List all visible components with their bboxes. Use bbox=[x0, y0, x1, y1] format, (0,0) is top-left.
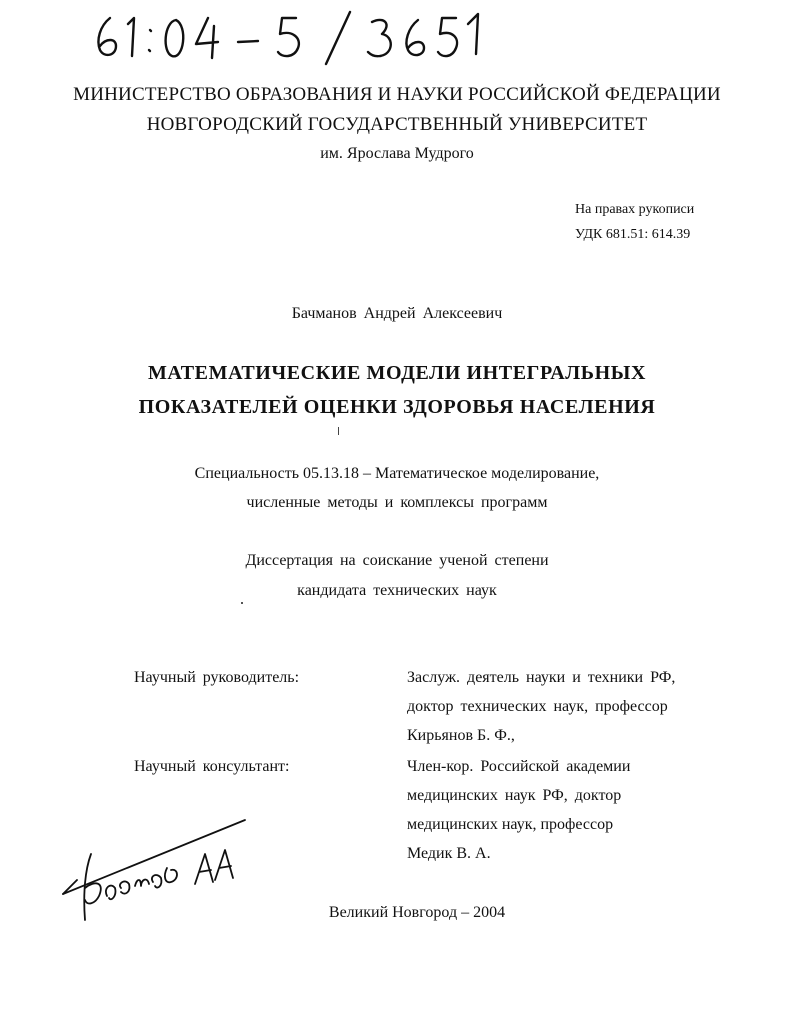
ministry-line: МИНИСТЕРСТВО ОБРАЗОВАНИЯ И НАУКИ РОССИЙСКОЙ ФЕДЕРАЦИИ bbox=[73, 84, 721, 105]
named-after-line: им. Ярослава Мудрого bbox=[320, 145, 474, 162]
consultant-line-3: медицинских наук, профессор bbox=[407, 816, 614, 833]
manuscript-rights: На правах рукописи bbox=[575, 202, 695, 217]
dissertation-line-2: кандидата технических наук bbox=[297, 582, 497, 599]
supervisor-label: Научный руководитель: bbox=[134, 669, 300, 686]
consultant-label: Научный консультант: bbox=[134, 758, 290, 775]
archive-number-drawing bbox=[88, 6, 488, 66]
udc-code: УДК 681.51: 614.39 bbox=[575, 227, 691, 242]
title-line-1: МАТЕМАТИЧЕСКИЕ МОДЕЛИ ИНТЕГРАЛЬНЫХ bbox=[147, 362, 647, 384]
supervisor-line-2: доктор технических наук, профессор bbox=[407, 698, 668, 715]
archive-number-handwritten bbox=[88, 6, 488, 66]
specialty-line-2: численные методы и комплексы программ bbox=[246, 494, 548, 511]
scan-speck bbox=[241, 602, 243, 604]
supervisor-line-3: Кирьянов Б. Ф., bbox=[407, 727, 515, 744]
city-year: Великий Новгород – 2004 bbox=[328, 904, 506, 921]
consultant-line-1: Член-кор. Российской академии bbox=[407, 758, 631, 775]
supervisor-line-1: Заслуж. деятель науки и техники РФ, bbox=[407, 669, 676, 686]
title-line-2: ПОКАЗАТЕЛЕЙ ОЦЕНКИ ЗДОРОВЬЯ НАСЕЛЕНИЯ bbox=[138, 396, 656, 418]
consultant-line-4: Медик В. А. bbox=[407, 845, 491, 862]
author-name: Бачманов Андрей Алексеевич bbox=[291, 305, 503, 322]
scan-speck bbox=[338, 427, 339, 435]
specialty-line-1: Специальность 05.13.18 – Математическое моделирование, bbox=[194, 465, 600, 482]
consultant-line-2: медицинских наук РФ, доктор bbox=[407, 787, 622, 804]
university-line: НОВГОРОДСКИЙ ГОСУДАРСТВЕННЫЙ УНИВЕРСИТЕТ bbox=[146, 114, 648, 135]
dissertation-line-1: Диссертация на соискание ученой степени bbox=[245, 552, 549, 569]
